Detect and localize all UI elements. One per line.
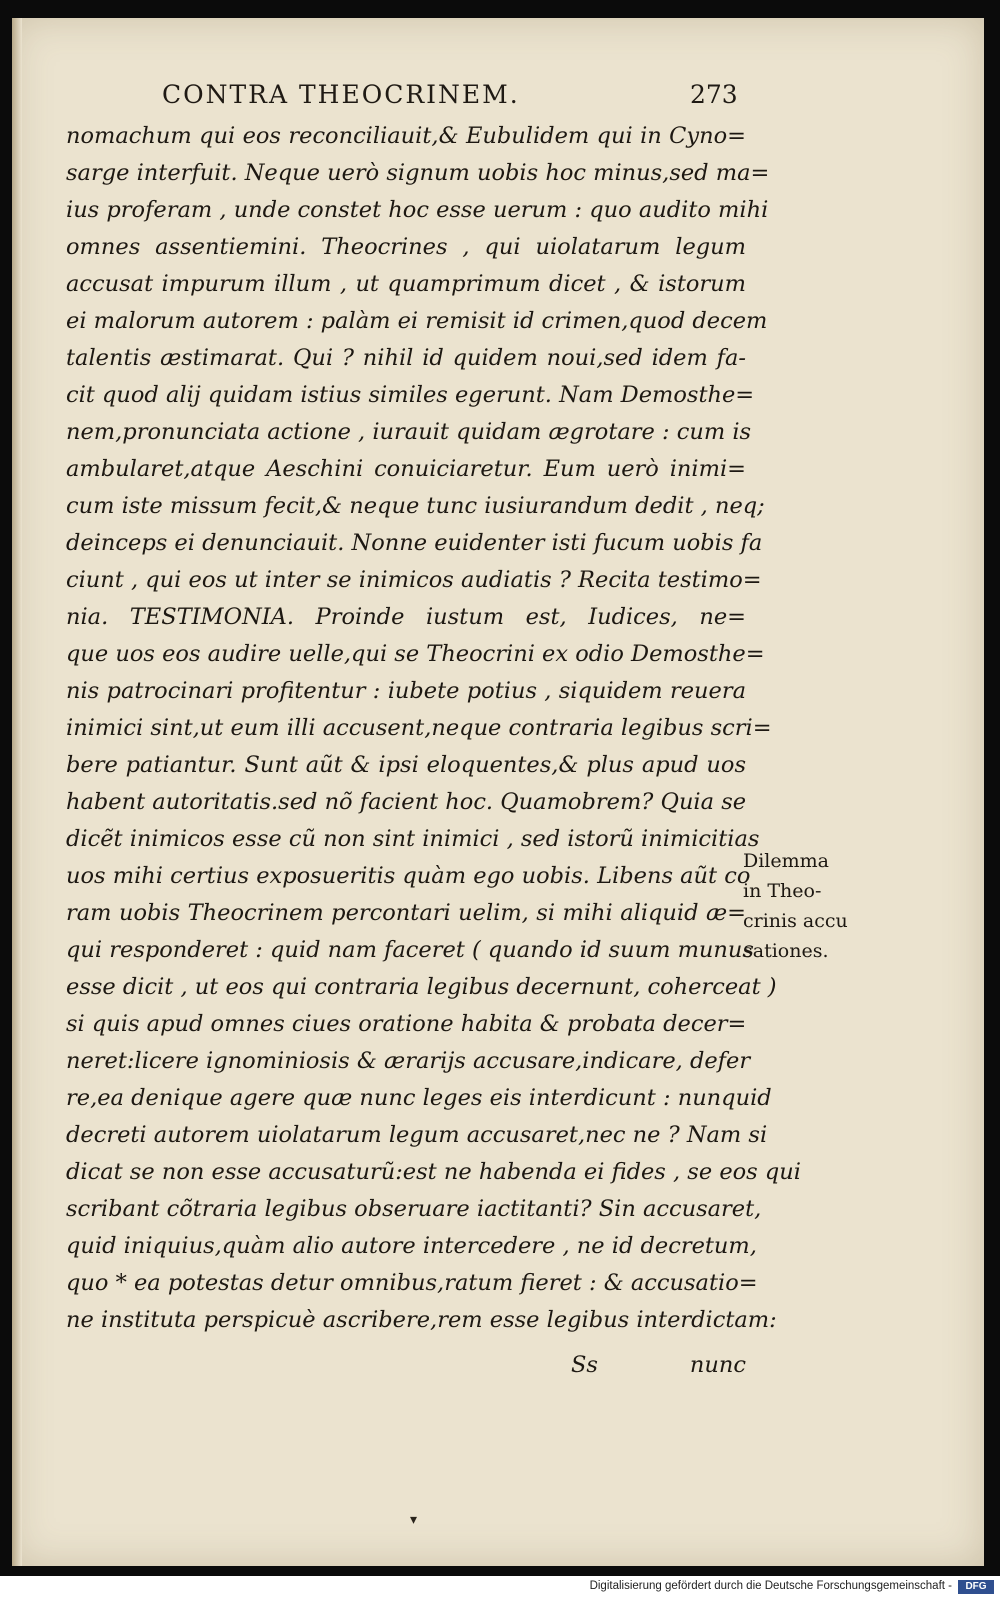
text-line: scribant cõtraria legibus obseruare iactitanti? Sin accusaret, <box>66 1196 762 1222</box>
marginal-note-line: sationes. <box>743 940 829 962</box>
bottom-mark-icon: ▾ <box>410 1512 418 1528</box>
text-line: deinceps ei denunciauit. Nonne euidenter isti fucum uobis fa <box>66 530 763 556</box>
digitization-credit: Digitalisierung gefördert durch die Deutsche Forschungsgemeinschaft - <box>589 1580 952 1592</box>
marginal-note-line: in Theo- <box>743 880 822 902</box>
text-line: qui responderet : quid nam faceret ( quando id suum munus <box>66 937 754 963</box>
text-line: ram uobis Theocrinem percontari uelim, si mihi aliquid æ= <box>66 900 746 926</box>
text-line: uos mihi certius exposueritis quàm ego uobis. Libens aũt co <box>66 863 751 889</box>
text-line: ei malorum autorem : palàm ei remisit id crimen,quod decem <box>66 308 768 334</box>
text-line: cum iste missum fecit,& neque tunc iusiurandum dedit , neq; <box>66 493 765 519</box>
text-line: quo * ea potestas detur omnibus,ratum fieret : & accusatio= <box>66 1270 758 1296</box>
text-line: que uos eos audire uelle,qui se Theocrini ex odio Demosthe= <box>66 641 765 667</box>
text-line: dicẽt inimicos esse cũ non sint inimici , sed istorũ inimicitias <box>66 826 760 852</box>
text-line: cit quod alij quidam istius similes egerunt. Nam Demosthe= <box>66 382 755 408</box>
marginal-note <box>743 846 893 966</box>
text-line: ciunt , qui eos ut inter se inimicos audiatis ? Recita testimo= <box>66 567 762 593</box>
text-line: ambularet,atque Aeschini conuiciaretur. Eum uerò inimi= <box>66 456 746 482</box>
text-line: bere patiantur. Sunt aũt & ipsi eloquentes,& plus apud uos <box>66 752 746 778</box>
page-number: 273 <box>690 80 738 109</box>
text-line: nis patrocinari profitentur : iubete potius , siquidem reuera <box>66 678 746 704</box>
page-edge-shadow <box>12 18 22 1566</box>
text-line: re,ea denique agere quæ nunc leges eis interdicunt : nunquid <box>66 1085 772 1111</box>
text-line: neret:licere ignominiosis & ærarijs accusare,indicare, defer <box>66 1048 751 1074</box>
text-line: omnes assentiemini. Theocrines , qui uiolatarum legum <box>66 234 746 260</box>
text-line: ius proferam , unde constet hoc esse uerum : quo audito mihi <box>66 197 769 223</box>
text-line: esse dicit , ut eos qui contraria legibus decernunt, coherceat ) <box>66 974 777 1000</box>
text-line: ne instituta perspicuè ascribere,rem esse legibus interdictam: <box>66 1307 777 1333</box>
text-line: quid iniquius,quàm alio autore intercedere , ne id decretum, <box>66 1233 757 1259</box>
catchword: nunc <box>689 1352 746 1378</box>
marginal-note-line: Dilemma <box>743 850 829 872</box>
text-line: dicat se non esse accusaturũ:est ne habenda ei fides , se eos qui <box>66 1159 801 1185</box>
text-line: accusat impurum illum , ut quamprimum dicet , & istorum <box>66 271 746 297</box>
text-line: inimici sint,ut eum illi accusent,neque contraria legibus scri= <box>66 715 772 741</box>
dfg-logo: DFG <box>958 1580 994 1594</box>
text-line: talentis æstimarat. Qui ? nihil id quidem noui,sed idem fa- <box>66 345 746 371</box>
running-head: CONTRA THEOCRINEM. <box>162 80 520 109</box>
text-line: nia. TESTIMONIA. Proinde iustum est, Iudices, ne= <box>66 604 746 630</box>
text-line: si quis apud omnes ciues oratione habita & probata decer= <box>66 1011 747 1037</box>
text-line: nem,pronunciata actione , iurauit quidam ægrotare : cum is <box>66 419 752 445</box>
catchword-row <box>66 1352 746 1389</box>
signature-mark: Ss <box>571 1352 598 1378</box>
text-line: sarge interfuit. Neque uerò signum uobis hoc minus,sed ma= <box>66 160 770 186</box>
text-line: habent autoritatis.sed nõ facient hoc. Quamobrem? Quia se <box>66 789 747 815</box>
text-line: decreti autorem uiolatarum legum accusaret,nec ne ? Nam si <box>66 1122 768 1148</box>
marginal-note-line: crinis accu <box>743 910 848 932</box>
text-line: nomachum qui eos reconciliauit,& Eubulidem qui in Cyno= <box>66 123 746 149</box>
